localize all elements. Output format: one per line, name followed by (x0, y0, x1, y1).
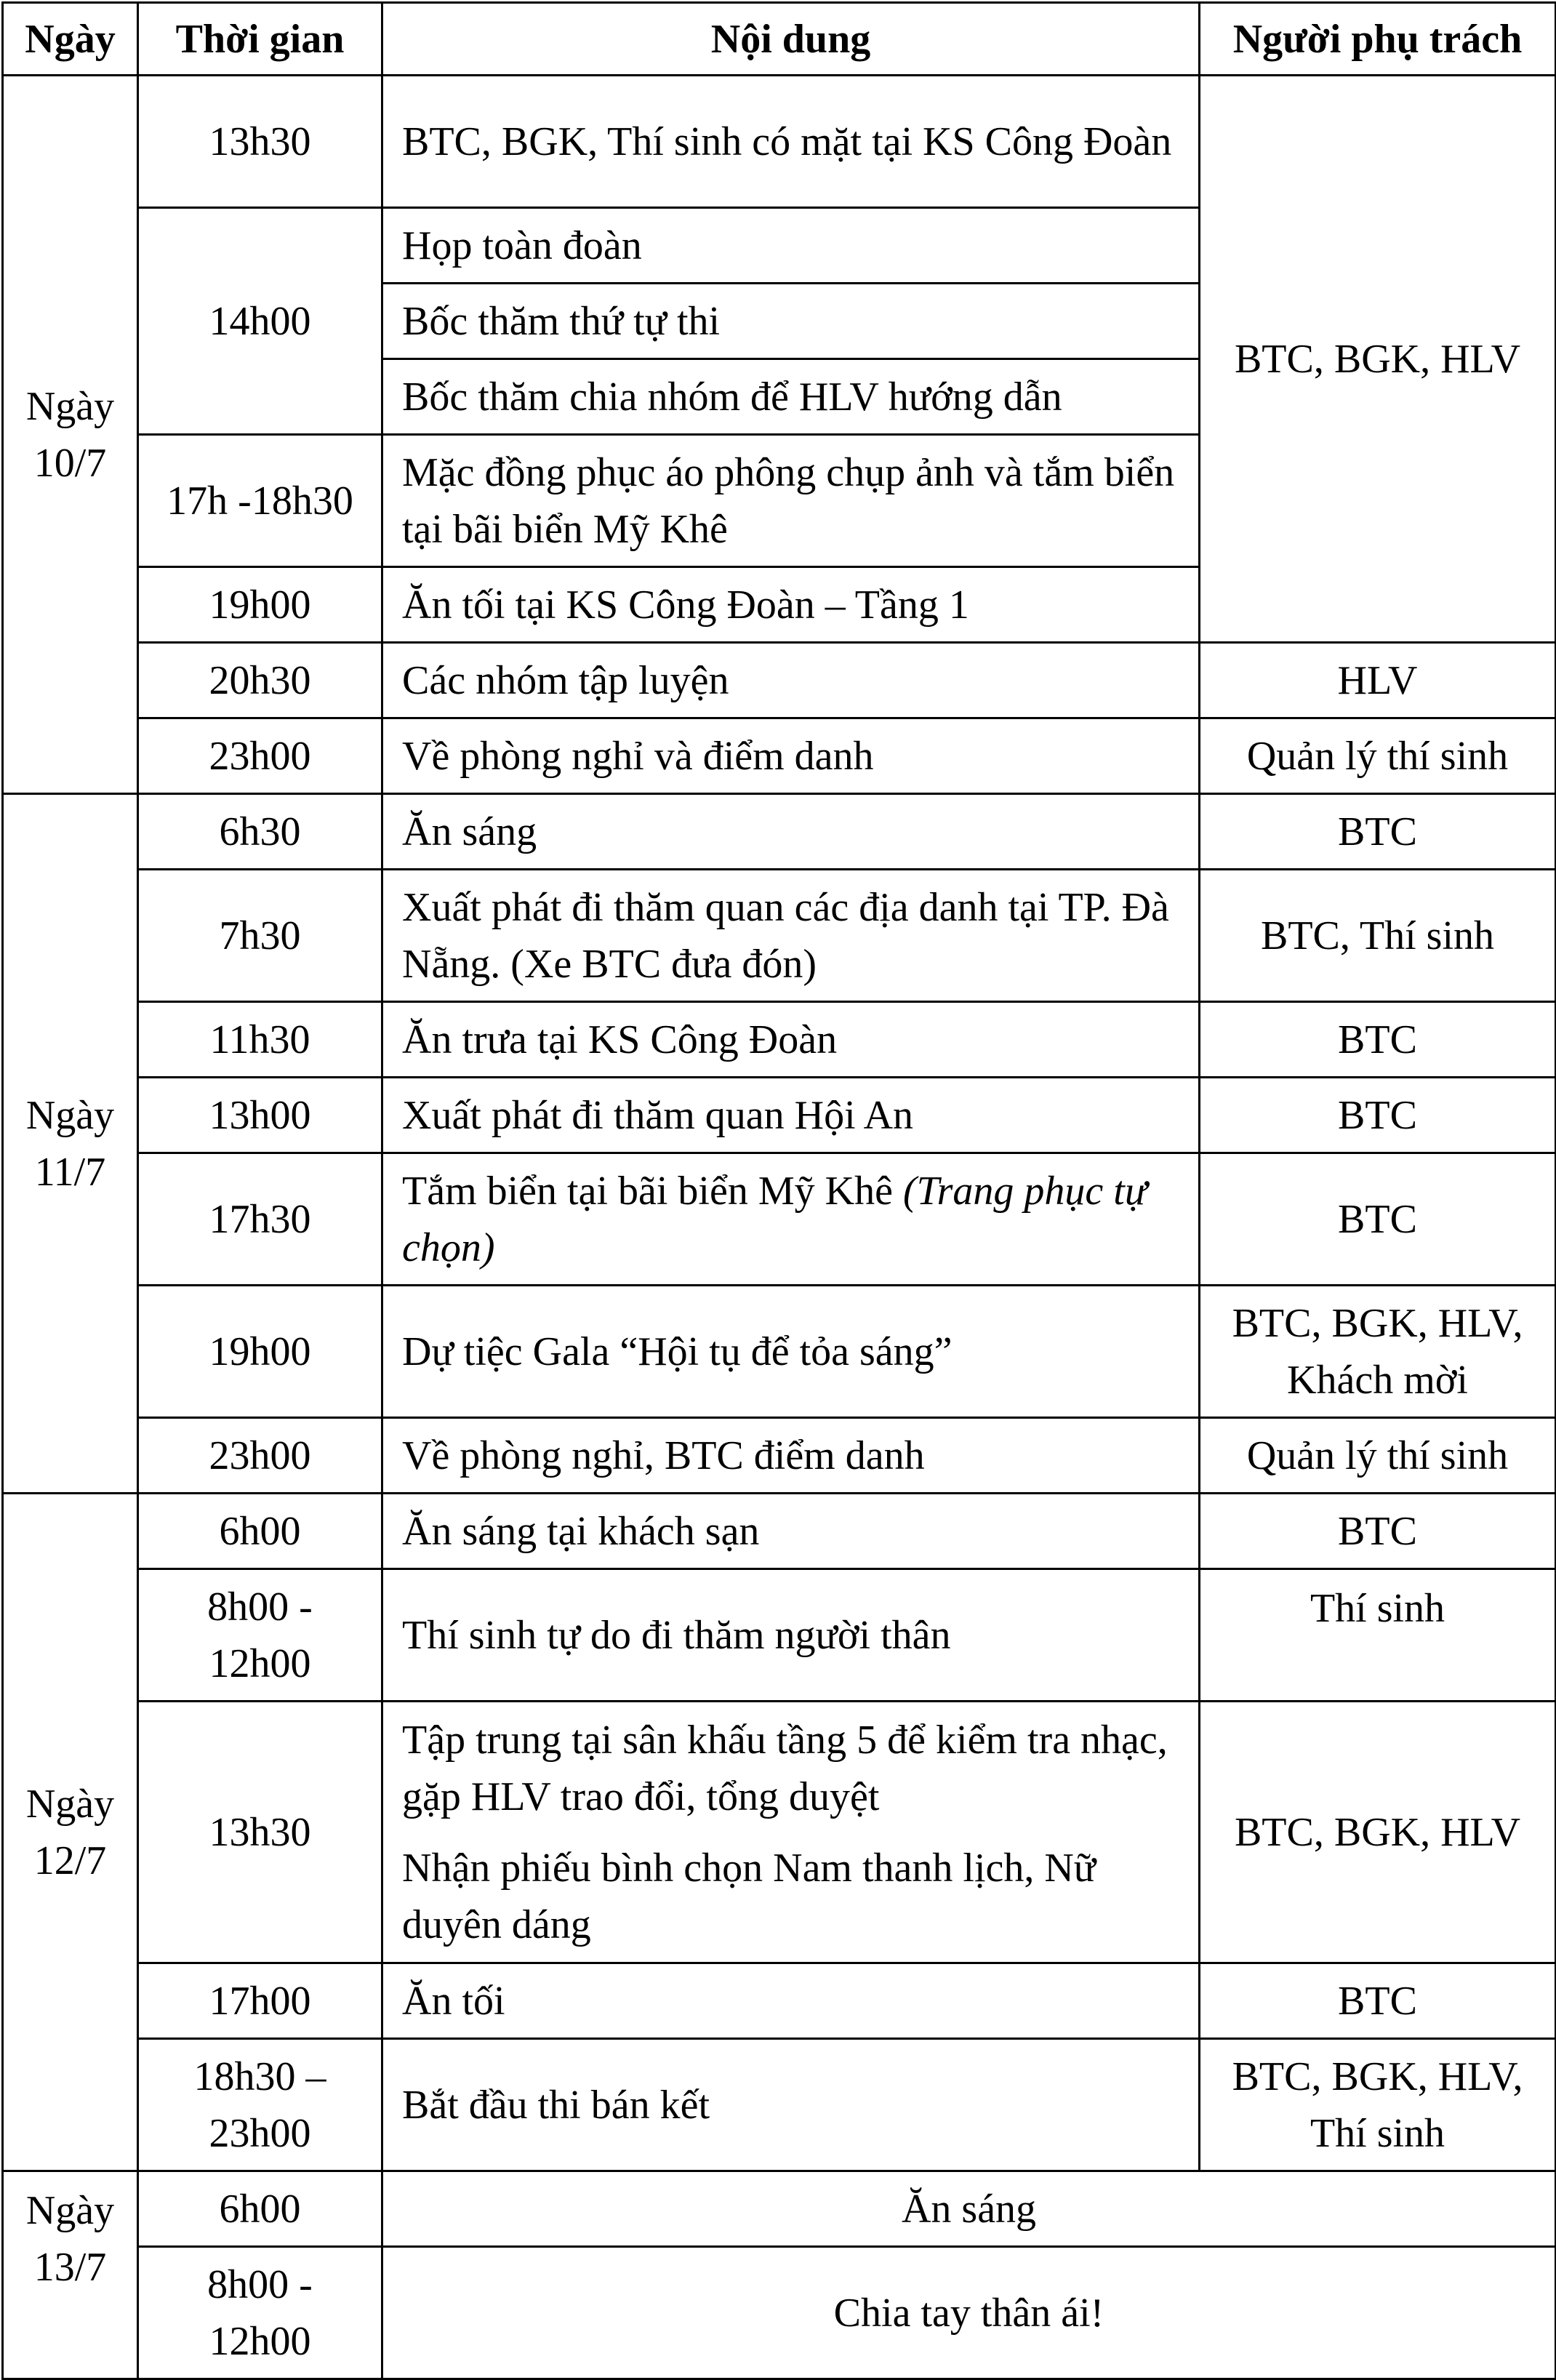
time-cell: 6h00 (138, 1494, 382, 1569)
table-row (3, 794, 1556, 870)
person-cell: BTC (1200, 1153, 1556, 1286)
content-cell (382, 1153, 1200, 1286)
person-cell: BTC (1200, 1963, 1556, 2039)
content-cell: Ăn sáng (382, 794, 1200, 870)
content-cell: Bốc thăm chia nhóm để HLV hướng dẫn (382, 359, 1200, 435)
time-cell: 14h00 (138, 208, 382, 435)
time-cell: 17h -18h30 (138, 435, 382, 567)
table-row (3, 1702, 1556, 1963)
time-cell: 13h00 (138, 1078, 382, 1153)
table-row (3, 643, 1556, 718)
header-row (3, 3, 1556, 76)
person-cell: BTC (1200, 1494, 1556, 1569)
person-cell: Thí sinh (1200, 1569, 1556, 1702)
table-row (3, 1494, 1556, 1569)
day-cell: Ngày 12/7 (3, 1494, 138, 2171)
time-cell: 23h00 (138, 718, 382, 794)
table-row (3, 1569, 1556, 1702)
time-cell: 18h30 – 23h00 (138, 2039, 382, 2171)
content-cell: Về phòng nghỉ, BTC điểm danh (382, 1418, 1200, 1494)
time-cell: 13h30 (138, 76, 382, 208)
table-row (3, 1153, 1556, 1286)
person-cell: BTC (1200, 1002, 1556, 1078)
content-paragraph: Nhận phiếu bình chọn Nam thanh lịch, Nữ duyên dáng (402, 1845, 1096, 1947)
header-content: Nội dung (382, 3, 1200, 76)
table-row (3, 2247, 1556, 2379)
person-cell: Quản lý thí sinh (1200, 718, 1556, 794)
content-cell: Xuất phát đi thăm quan các địa danh tại TP. Đà Nẵng. (Xe BTC đưa đón) (382, 870, 1200, 1002)
time-cell: 20h30 (138, 643, 382, 718)
content-cell: Họp toàn đoàn (382, 208, 1200, 284)
person-cell: BTC, Thí sinh (1200, 870, 1556, 1002)
time-cell: 7h30 (138, 870, 382, 1002)
table-row (3, 1963, 1556, 2039)
time-cell: 6h30 (138, 794, 382, 870)
table-row (3, 1418, 1556, 1494)
table-row (3, 870, 1556, 1002)
content-cell: Các nhóm tập luyện (382, 643, 1200, 718)
table-row (3, 1002, 1556, 1078)
content-cell: Mặc đồng phục áo phông chụp ảnh và tắm biển tại bãi biển Mỹ Khê (382, 435, 1200, 567)
content-cell: Bắt đầu thi bán kết (382, 2039, 1200, 2171)
time-cell: 13h30 (138, 1702, 382, 1963)
day-cell: Ngày 13/7 (3, 2171, 138, 2379)
header-day: Ngày (3, 3, 138, 76)
day-cell: Ngày 10/7 (3, 76, 138, 794)
content-cell (382, 1702, 1200, 1963)
content-cell: Chia tay thân ái! (382, 2247, 1556, 2379)
time-cell: 8h00 - 12h00 (138, 1569, 382, 1702)
header-time: Thời gian (138, 3, 382, 76)
schedule-table (1, 1, 1556, 2380)
time-cell: 19h00 (138, 567, 382, 643)
content-cell: Dự tiệc Gala “Hội tụ để tỏa sáng” (382, 1286, 1200, 1418)
time-cell: 17h00 (138, 1963, 382, 2039)
table-row (3, 76, 1556, 208)
content-cell: Xuất phát đi thăm quan Hội An (382, 1078, 1200, 1153)
time-cell: 23h00 (138, 1418, 382, 1494)
day-cell: Ngày 11/7 (3, 794, 138, 1494)
content-cell: Về phòng nghỉ và điểm danh (382, 718, 1200, 794)
content-cell: BTC, BGK, Thí sinh có mặt tại KS Công Đoàn (382, 76, 1200, 208)
time-cell: 19h00 (138, 1286, 382, 1418)
person-cell: BTC, BGK, HLV (1200, 1702, 1556, 1963)
person-cell: Quản lý thí sinh (1200, 1418, 1556, 1494)
content-paragraph: Tập trung tại sân khấu tầng 5 để kiểm tra nhạc, gặp HLV trao đổi, tổng duyệt (402, 1717, 1168, 1819)
person-cell: HLV (1200, 643, 1556, 718)
content-cell: Bốc thăm thứ tự thi (382, 284, 1200, 359)
table-row (3, 2039, 1556, 2171)
time-cell: 8h00 - 12h00 (138, 2247, 382, 2379)
content-italic-note: (Trang phục tự chọn) (402, 1168, 1147, 1270)
time-cell: 17h30 (138, 1153, 382, 1286)
person-cell: BTC, BGK, HLV, Khách mời (1200, 1286, 1556, 1418)
time-cell: 6h00 (138, 2171, 382, 2247)
content-text: Tắm biển tại bãi biển Mỹ Khê (402, 1168, 893, 1214)
person-cell: BTC (1200, 1078, 1556, 1153)
table-row (3, 2171, 1556, 2247)
person-cell: BTC (1200, 794, 1556, 870)
table-row (3, 1078, 1556, 1153)
table-row (3, 1286, 1556, 1418)
content-cell: Ăn tối tại KS Công Đoàn – Tầng 1 (382, 567, 1200, 643)
content-cell: Ăn sáng tại khách sạn (382, 1494, 1200, 1569)
content-cell: Ăn trưa tại KS Công Đoàn (382, 1002, 1200, 1078)
person-cell: BTC, BGK, HLV (1200, 76, 1556, 643)
time-cell: 11h30 (138, 1002, 382, 1078)
content-cell: Thí sinh tự do đi thăm người thân (382, 1569, 1200, 1702)
table-row (3, 718, 1556, 794)
header-person: Người phụ trách (1200, 3, 1556, 76)
content-cell: Ăn tối (382, 1963, 1200, 2039)
person-cell: BTC, BGK, HLV, Thí sinh (1200, 2039, 1556, 2171)
content-cell: Ăn sáng (382, 2171, 1556, 2247)
